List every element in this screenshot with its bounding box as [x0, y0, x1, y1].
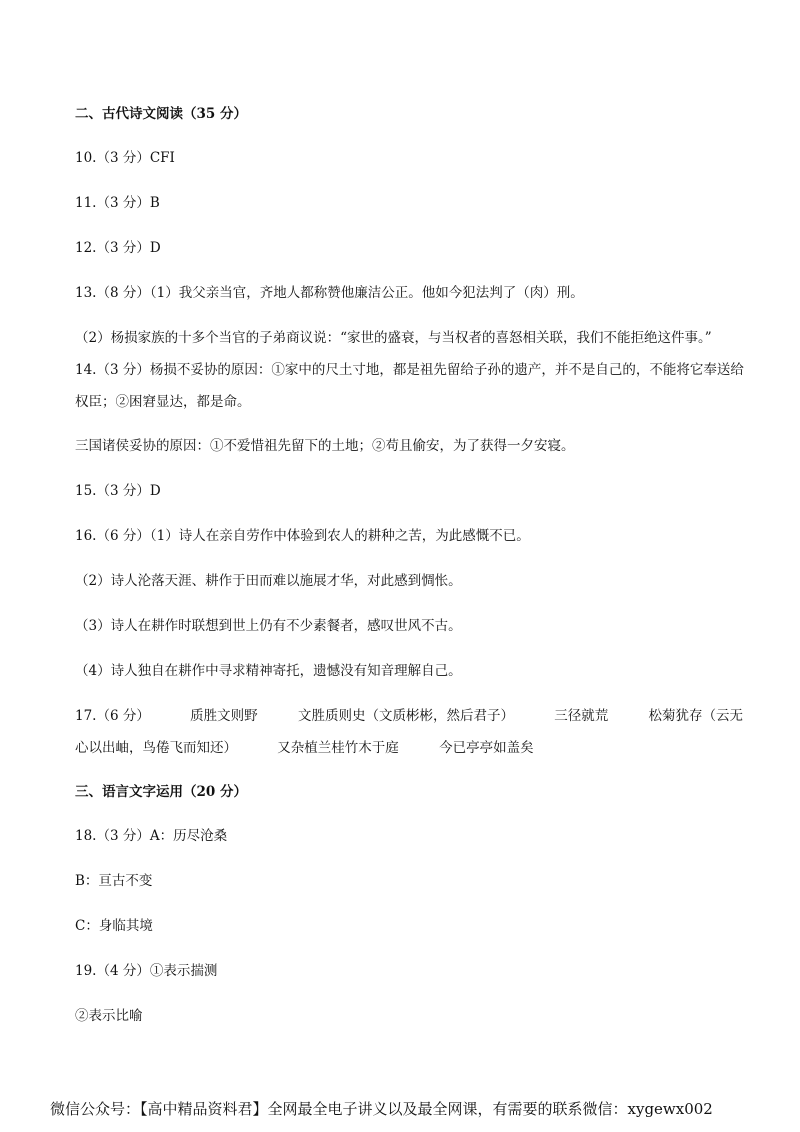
q17-answer-3: 三径就荒	[554, 708, 609, 724]
q17-answer-1: 质胜文则野	[190, 708, 258, 724]
q17-answer-2: 文胜质则史（文质彬彬，然后君子）	[297, 708, 514, 724]
answer-q19-2: ②表示比喻	[75, 1008, 143, 1024]
answer-q15: 15.（3 分）D	[75, 483, 161, 499]
answer-q12: 12.（3 分）D	[75, 240, 161, 256]
q17-answer-5: 又杂植兰桂竹木于庭	[277, 740, 399, 756]
footer-note: 微信公众号：【高中精品资料君】全网最全电子讲义以及最全网课，有需要的联系微信：xygewx002	[50, 1100, 713, 1118]
answer-q13-1: 13.（8 分）（1）我父亲当官，齐地人都称赞他廉洁公正。他如今犯法判了（肉）刑。	[75, 285, 584, 301]
q17-label: 17.（6 分）	[75, 708, 150, 724]
section2-heading: 二、古代诗文阅读（35 分）	[75, 106, 247, 122]
q17-answer-4: 松菊犹存（云无心以出岫，鸟倦飞而知还）	[75, 708, 744, 756]
answer-q18-a: 18.（3 分）A：历尽沧桑	[75, 828, 228, 844]
answer-q16-4: （4）诗人独自在耕作中寻求精神寄托，遗憾没有知音理解自己。	[75, 663, 462, 679]
answer-q16-2: （2）诗人沦落天涯、耕作于田而难以施展才华，对此感到惆怅。	[75, 573, 462, 589]
answer-q17	[75, 700, 745, 764]
answer-q18-b: B：亘古不变	[75, 873, 153, 889]
answer-q16-3: （3）诗人在耕作时联想到世上仍有不少素餐者，感叹世风不古。	[75, 618, 462, 634]
answer-q10: 10.（3 分）CFI	[75, 150, 175, 166]
section3-heading: 三、语言文字运用（20 分）	[75, 784, 247, 800]
answer-q16-1: 16.（6 分）（1）诗人在亲自劳作中体验到农人的耕种之苦，为此感慨不已。	[75, 528, 530, 544]
answer-q11: 11.（3 分）B	[75, 195, 160, 211]
answer-q18-c: C：身临其境	[75, 918, 153, 934]
answer-q19-1: 19.（4 分）①表示揣测	[75, 963, 218, 979]
answer-q14-cont: 三国诸侯妥协的原因：①不爱惜祖先留下的土地；②苟且偷安，为了获得一夕安寝。	[75, 438, 575, 454]
q17-answer-6: 今已亭亭如盖矣	[439, 740, 534, 756]
answer-q13-2-q14: （2）杨损家族的十多个当官的子弟商议说：“家世的盛衰，与当权者的喜怒相关联，我们不能拒绝这件事。” 14.（3 分）杨损不妥协的原因：①家中的尺土寸地，都是祖先留给子孙的遗产，并不是自己的，不能将它奉送给权臣；②困窘显达，都是命。	[75, 330, 744, 410]
